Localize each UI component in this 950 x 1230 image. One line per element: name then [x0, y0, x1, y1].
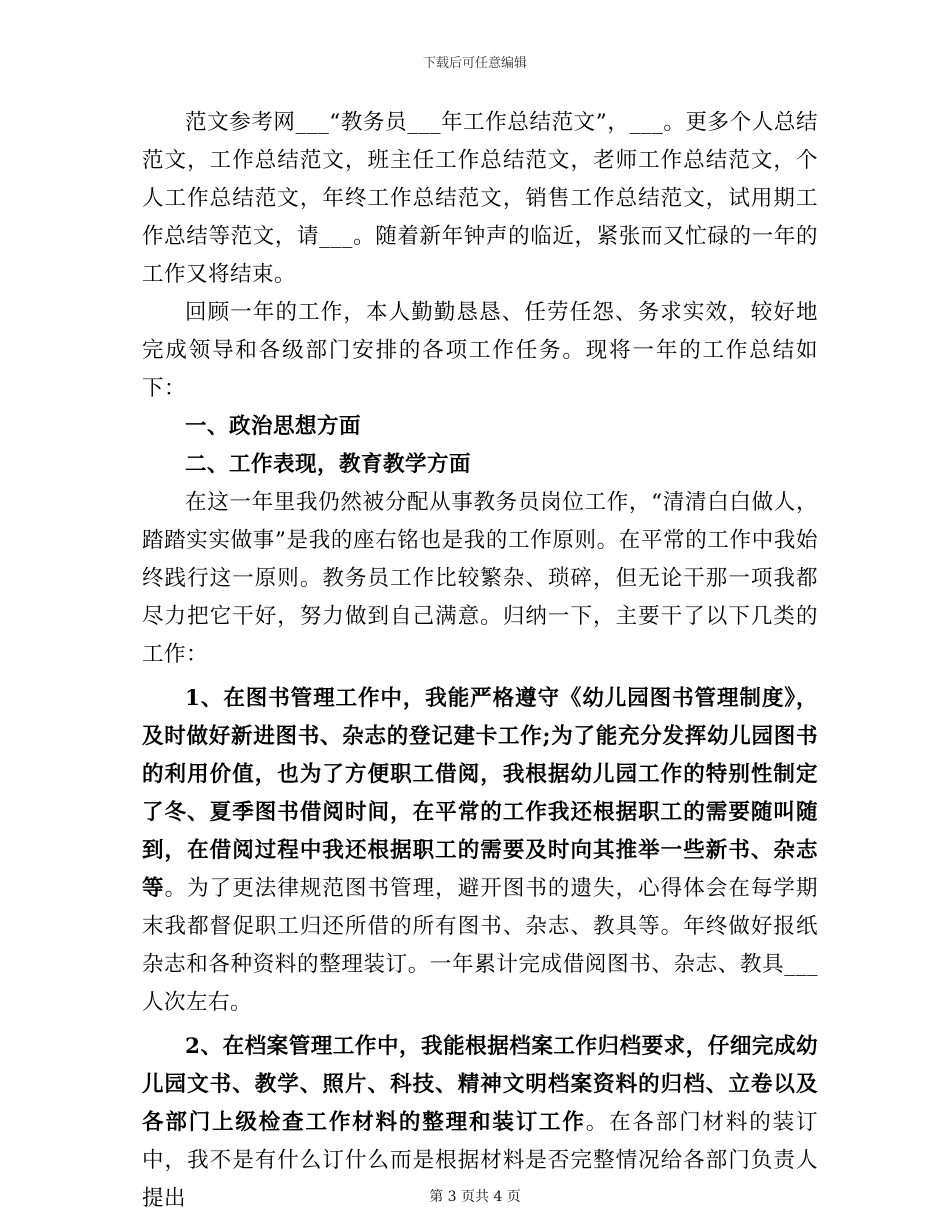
item-library-bold-text: 1、在图书管理工作中，我能严格遵守《幼儿园图书管理制度》，及时做好新进图书、杂志的登记建卡工作;为了能充分发挥幼儿园图书的利用价值，也为了方便职工借阅，我根据幼儿园工作的特别性制定了冬、夏季图书借阅时间，在平常的工作我还根据职工的需要随叫随到，在借阅过程中我还根据职工的需要及时向其推举一些新书、杂志等 [142, 686, 818, 901]
item-library-management [142, 680, 818, 1022]
review-paragraph: 回顾一年的工作，本人勤勤恳恳、任劳任怨、务求实效，较好地完成领导和各级部门安排的各项工作任务。现将一年的工作总结如下： [142, 300, 818, 401]
document-body [142, 104, 818, 1218]
section-heading-politics: 一、政治思想方面 [185, 414, 362, 439]
section-heading-work: 二、工作表现，教育教学方面 [185, 452, 472, 477]
item-archive-bold-text: 2、在档案管理工作中，我能根据档案工作归档要求，仔细完成幼儿园文书、教学、照片、科技、精神文明档案资料的归档、立卷以及各部门上级检查工作材料的整理和装订工作 [142, 1034, 818, 1135]
work-paragraph: 在这一年里我仍然被分配从事教务员岗位工作，“清清白白做人，踏踏实实做事”是我的座右铭也是我的工作原则。在平常的工作中我始终践行这一原则。教务员工作比较繁杂、琐碎，但无论干那一项我都尽力把它干好，努力做到自己满意。归纳一下，主要干了以下几类的工作： [142, 490, 818, 667]
page-footer: 第 3 页共 4 页 [429, 1189, 521, 1205]
page-header: 下载后可任意编辑 [422, 56, 527, 71]
intro-paragraph: 范文参考网___“教务员___年工作总结范文”，___。更多个人总结范文，工作总结范文，班主任工作总结范文，老师工作总结范文，个人工作总结范文，年终工作总结范文，销售工作总结范文，试用期工作总结等范文，请___。随着新年钟声的临近，紧张而又忙碌的一年的工作又将结束。 [142, 110, 818, 287]
item-archive-text: 。在各部门材料的装订中，我不是有什么订什么而是根据材料是否完整情况给各部门负责人提出 [142, 1110, 818, 1211]
item-library-text: 。为了更法律规范图书管理，避开图书的遗失，心得体会在每学期末我都督促职工归还所借的所有图书、杂志、教具等。年终做好报纸杂志和各种资料的整理装订。一年累计完成借阅图书、杂志、教具___人次左右。 [142, 876, 818, 1015]
